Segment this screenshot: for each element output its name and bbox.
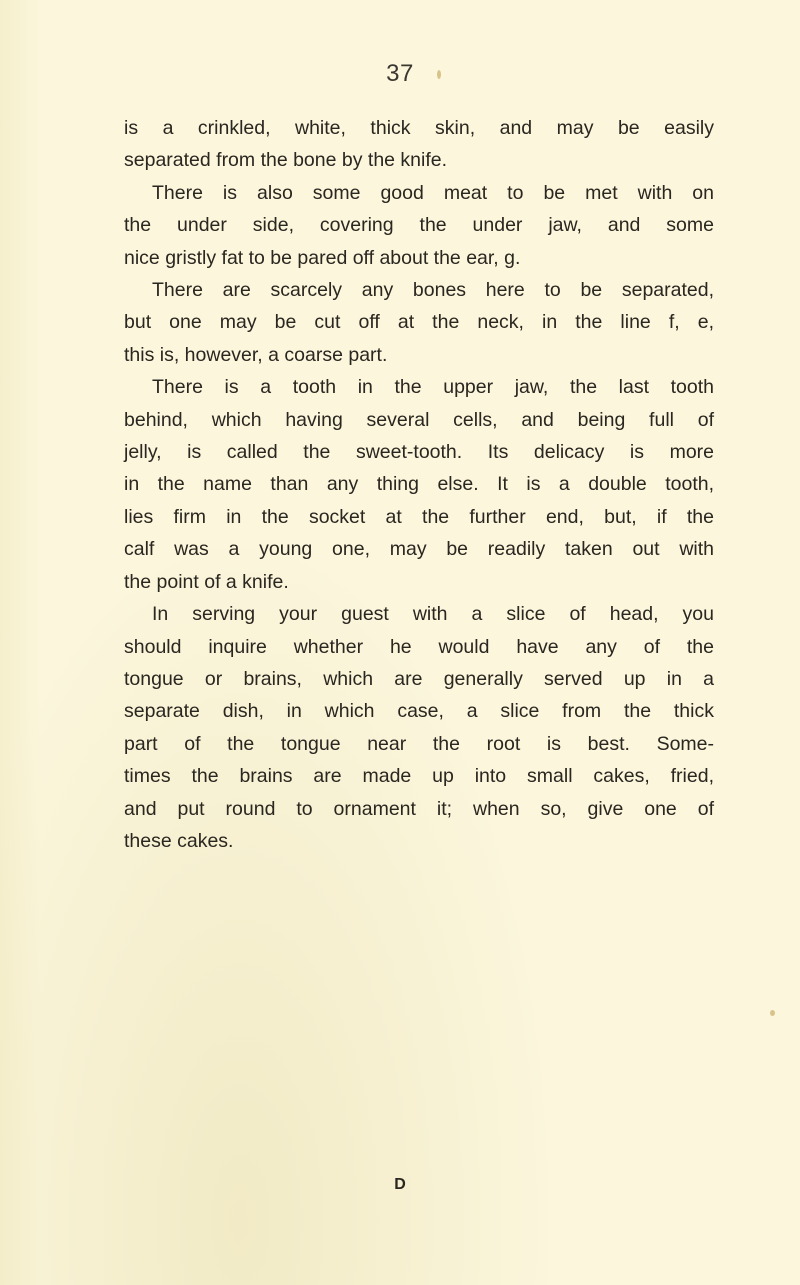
text-line: separated from the bone by the knife.	[124, 149, 448, 172]
text-line: nice gristly fat to be pared off about the ear, g.	[124, 246, 521, 269]
page-body-text	[124, 112, 714, 857]
text-line: tongue or brains, which are generally served up in a	[124, 667, 714, 690]
text-line: the under side, covering the under jaw, and some	[124, 214, 714, 237]
text-line: jelly, is called the sweet-tooth. Its delicacy is more	[124, 441, 714, 464]
text-line: should inquire whether he would have any of the	[124, 635, 714, 658]
text-line: calf was a young one, may be readily taken out with	[124, 538, 714, 561]
text-line: lies firm in the socket at the further end, but, if the	[124, 505, 714, 528]
text-line: There is also some good meat to be met with on	[152, 181, 714, 204]
text-line: and put round to ornament it; when so, give one of	[124, 797, 714, 820]
text-line: In serving your guest with a slice of head, you	[152, 603, 714, 626]
text-line: There are scarcely any bones here to be separated,	[152, 279, 714, 302]
text-line: but one may be cut off at the neck, in the line f, e,	[124, 311, 714, 334]
page-number: 37	[386, 60, 414, 87]
text-line: in the name than any thing else. It is a double tooth,	[124, 473, 714, 496]
text-line: the point of a knife.	[124, 570, 289, 593]
foxing-spot	[770, 1010, 775, 1016]
text-line: part of the tongue near the root is best. Some-	[124, 732, 714, 755]
signature-mark: D	[394, 1176, 406, 1193]
text-line: separate dish, in which case, a slice from the thick	[124, 700, 714, 723]
text-line: this is, however, a coarse part.	[124, 343, 388, 366]
text-line: There is a tooth in the upper jaw, the last tooth	[152, 376, 714, 399]
text-line: is a crinkled, white, thick skin, and may be easily	[124, 117, 714, 139]
foxing-spot	[437, 70, 441, 79]
text-line: times the brains are made up into small cakes, fried,	[124, 765, 714, 788]
text-line: these cakes.	[124, 829, 234, 852]
text-line: behind, which having several cells, and being full of	[124, 408, 714, 431]
